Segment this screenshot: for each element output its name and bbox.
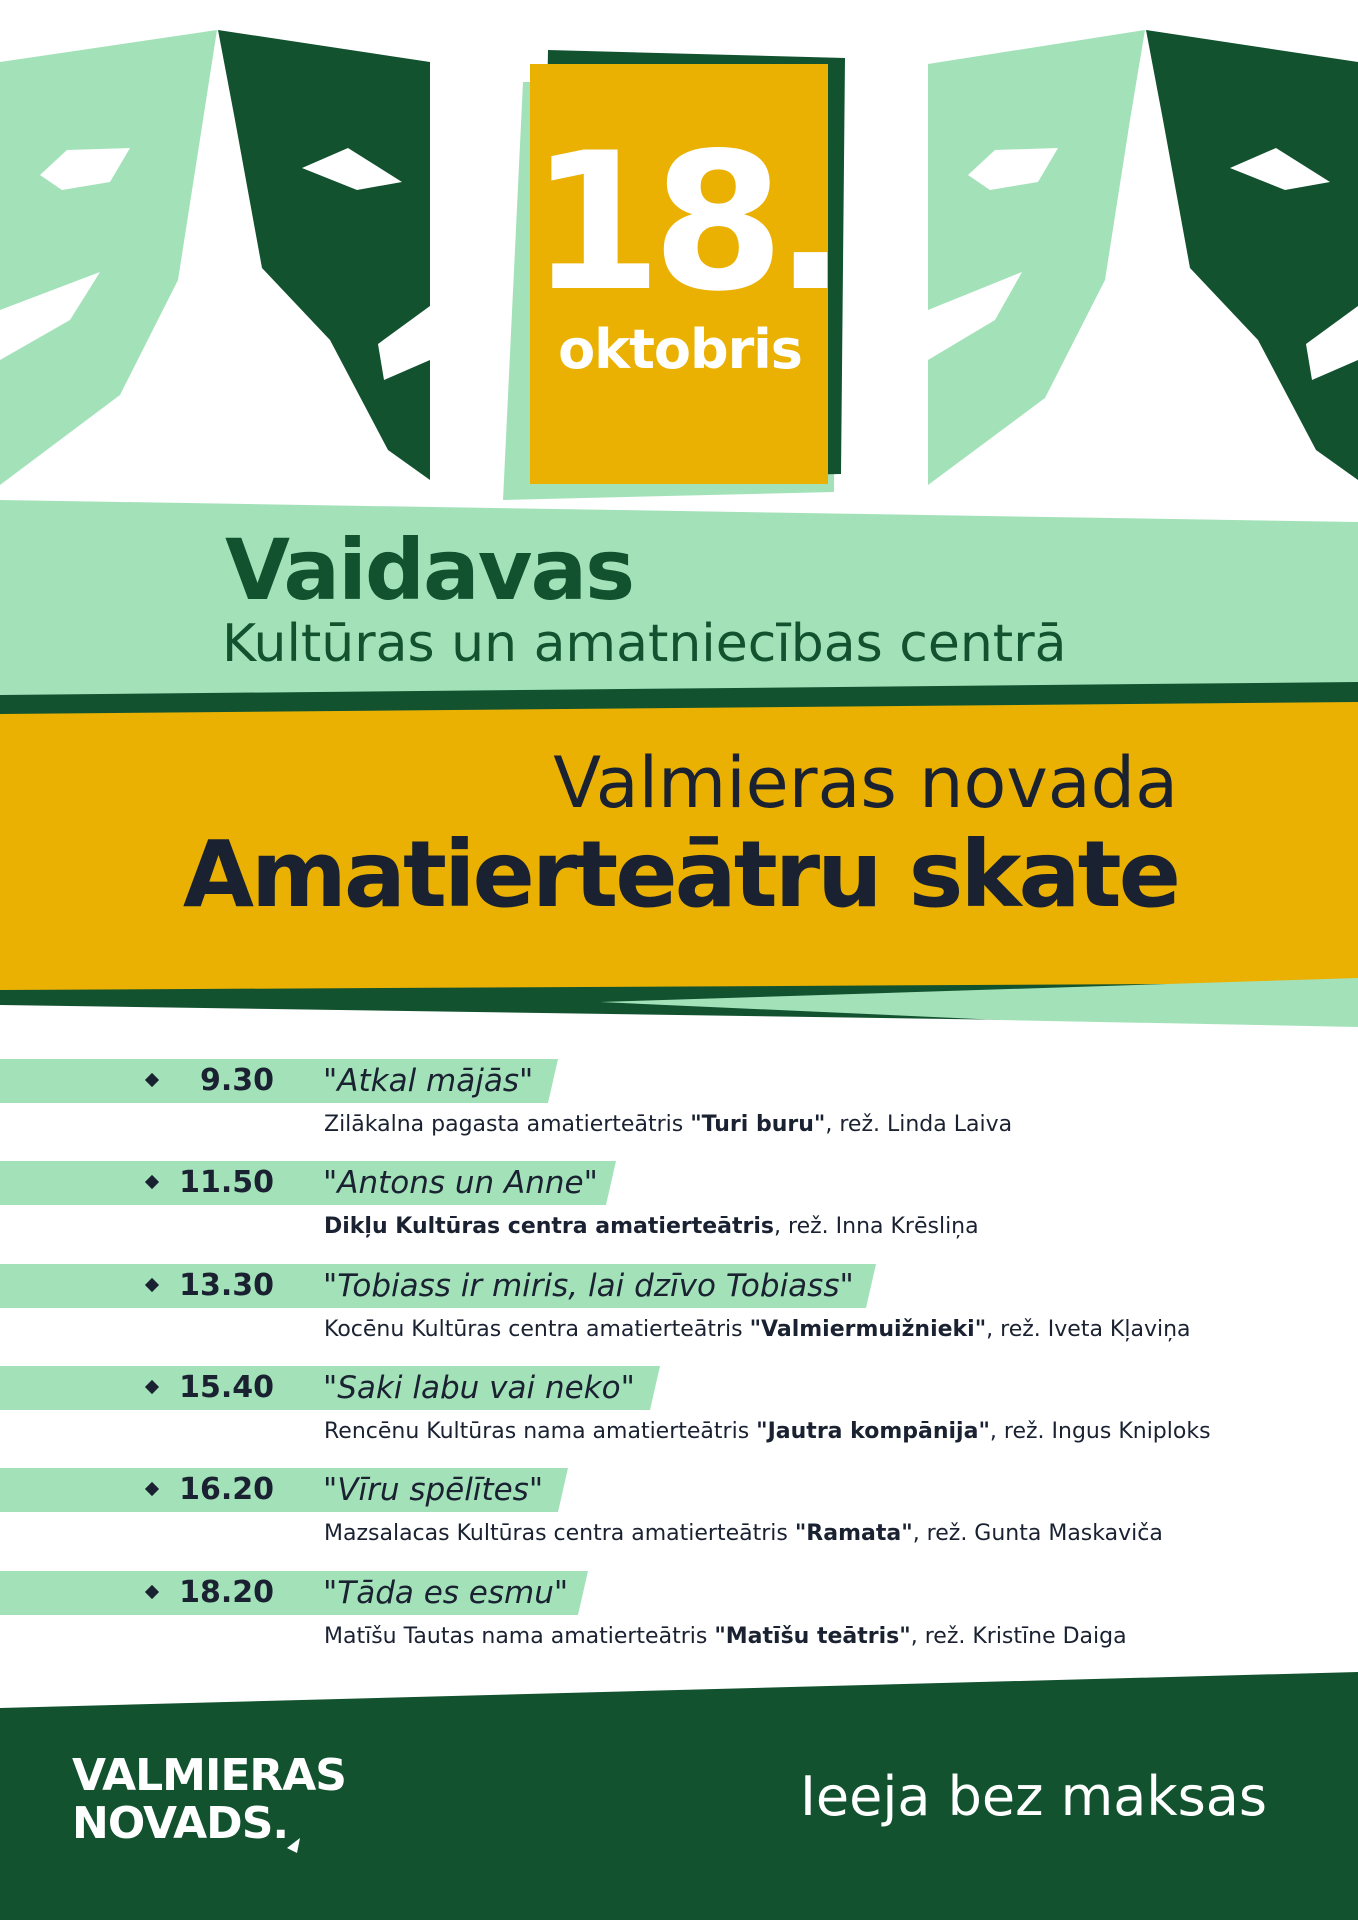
schedule-item <box>0 1264 1358 1364</box>
group-text: Kocēnu Kultūras centra amatierteātris <box>324 1317 750 1342</box>
schedule-time: 15.40 <box>179 1370 274 1405</box>
group-text: Zilākalna pagasta amatierteātris <box>324 1112 691 1137</box>
venue-name: Vaidavas <box>225 521 634 619</box>
director-text: , rež. Kristīne Daiga <box>910 1624 1127 1649</box>
schedule-time: 9.30 <box>199 1063 274 1098</box>
play-title: "Saki labu vai neko" <box>323 1370 635 1406</box>
play-description <box>324 1211 979 1243</box>
event-title: Amatierteātru skate <box>182 821 1178 928</box>
schedule-time: 13.30 <box>179 1268 274 1303</box>
director-text: , rež. Ingus Kniploks <box>989 1419 1211 1444</box>
date-month: oktobris <box>558 318 802 381</box>
schedule-item <box>0 1366 1358 1466</box>
play-description <box>324 1314 1191 1346</box>
schedule-item <box>0 1571 1358 1671</box>
director-text: , rež. Linda Laiva <box>825 1112 1013 1137</box>
valmieras-novads-logo <box>72 1752 346 1848</box>
schedule-item <box>0 1059 1358 1159</box>
schedule-item <box>0 1161 1358 1261</box>
director-text: , rež. Inna Krēsliņa <box>774 1214 979 1239</box>
play-title: "Antons un Anne" <box>323 1165 598 1201</box>
play-description <box>324 1109 1012 1141</box>
group-name: "Turi buru" <box>690 1112 826 1137</box>
schedule-time: 18.20 <box>179 1575 274 1610</box>
schedule-time: 16.20 <box>179 1472 274 1507</box>
group-name: "Valmiermuižnieki" <box>749 1317 987 1342</box>
director-text: , rež. Iveta Kļaviņa <box>986 1317 1191 1342</box>
group-name: "Matīšu teātris" <box>714 1624 911 1649</box>
director-text: , rež. Gunta Maskaviča <box>912 1521 1163 1546</box>
play-title: "Tobiass ir miris, lai dzīvo Tobiass" <box>323 1268 854 1304</box>
play-title: "Atkal mājās" <box>323 1063 534 1099</box>
venue-subtitle: Kultūras un amatniecības centrā <box>222 614 1067 674</box>
schedule-item <box>0 1468 1358 1568</box>
group-name: "Ramata" <box>794 1521 913 1546</box>
group-text: Matīšu Tautas nama amatierteātris <box>324 1624 715 1649</box>
theatre-masks-right <box>928 30 1358 485</box>
play-description <box>324 1518 1163 1550</box>
event-region: Valmieras novada <box>553 742 1178 824</box>
play-title: "Vīru spēlītes" <box>323 1472 544 1508</box>
logo-line-1: VALMIERAS <box>72 1750 346 1801</box>
theatre-masks-left <box>0 30 430 485</box>
group-name: "Jautra kompānija" <box>756 1419 990 1444</box>
free-entry-text: Ieeja bez maksas <box>800 1765 1267 1828</box>
schedule-time: 11.50 <box>179 1165 274 1200</box>
play-description <box>324 1621 1127 1653</box>
group-text: Mazsalacas Kultūras centra amatierteātris <box>324 1521 795 1546</box>
logo-line-2: NOVADS. <box>72 1798 289 1849</box>
play-title: "Tāda es esmu" <box>323 1575 569 1611</box>
group-name: Dikļu Kultūras centra amatierteātris <box>324 1214 775 1239</box>
group-text: Rencēnu Kultūras nama amatierteātris <box>324 1419 757 1444</box>
date-day: 18. <box>530 112 837 333</box>
play-description <box>324 1416 1211 1448</box>
